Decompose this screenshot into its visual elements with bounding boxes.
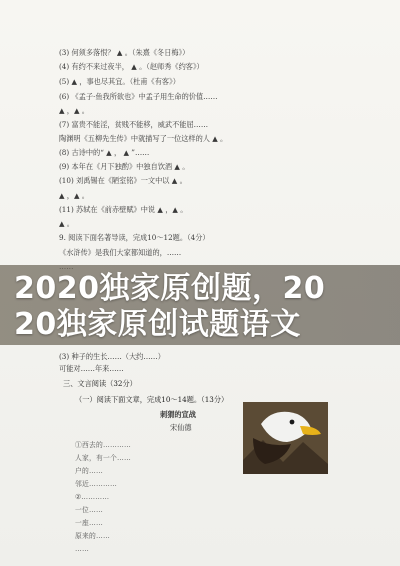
text-line: (4) 有约不来过夜半， ▲ 。（赵师秀《约客》）	[59, 62, 204, 71]
essay-line: ②…………	[75, 493, 110, 501]
banner-title-line-1: 2020独家原创题，20	[14, 271, 326, 306]
text-line: 9. 阅读下面名著导读，完成10～12题。（4分）	[59, 233, 210, 242]
eagle-photo	[243, 402, 328, 474]
text-line: (10) 刘禹锡在《陋室铭》一文中以 ▲ 。	[59, 176, 187, 185]
text-line: 可能对……年来……	[59, 364, 124, 373]
text-line: 《水浒传》是我们大家都知道的，……	[59, 248, 182, 257]
essay-line: 原来的……	[75, 532, 110, 540]
text-line: (5) ▲ ，事也尽其宜。（杜甫《有客》）	[59, 77, 180, 86]
section-heading: 三、文言阅读（32分）	[63, 379, 137, 388]
essay-title: 刺猬的宣战	[160, 410, 196, 419]
essay-line: ①西去的…………	[75, 441, 131, 449]
essay-line: 人家，有一个……	[75, 454, 131, 462]
text-line: ▲ ，▲ 。	[59, 106, 89, 115]
text-line: ▲ ，▲ 。	[59, 191, 89, 200]
text-line: (7) 富贵不能淫，贫贱不能移，威武不能屈……	[59, 120, 209, 129]
text-line: (6) 《孟子·鱼我所欲也》中孟子用生命的价值……	[59, 92, 218, 101]
text-line: (11) 苏轼在《前赤壁赋》中说 ▲ ，▲ 。	[59, 205, 188, 214]
text-line: (9) 本年在《月下独酌》中独自饮酒 ▲ 。	[59, 162, 190, 171]
essay-line: 一座……	[75, 519, 103, 527]
text-line: (3) 何须多落恨？ ▲ 。（朱熹《冬日梅》）	[59, 48, 190, 57]
banner-title	[14, 271, 386, 343]
banner-title-line-2: 20独家原创试题语文	[14, 307, 301, 342]
essay-line: 一位……	[75, 506, 103, 514]
text-line: 陶渊明《五柳先生传》中就描写了一位这样的人 ▲ 。	[59, 134, 228, 143]
subsection-heading: （一）阅读下面文章，完成10～14题。（13分）	[75, 395, 229, 404]
text-line: (8) 古诗中的“ ▲ ， ▲ ”……	[59, 148, 150, 157]
essay-line: 邻近…………	[75, 480, 117, 488]
essay-line: 户的……	[75, 467, 103, 475]
essay-author: 宋仙德	[170, 423, 192, 432]
text-line: ▲ 。	[59, 219, 74, 228]
text-line: (3) 种子的生长……（大约……）	[59, 352, 165, 361]
essay-line: ……	[75, 545, 89, 553]
